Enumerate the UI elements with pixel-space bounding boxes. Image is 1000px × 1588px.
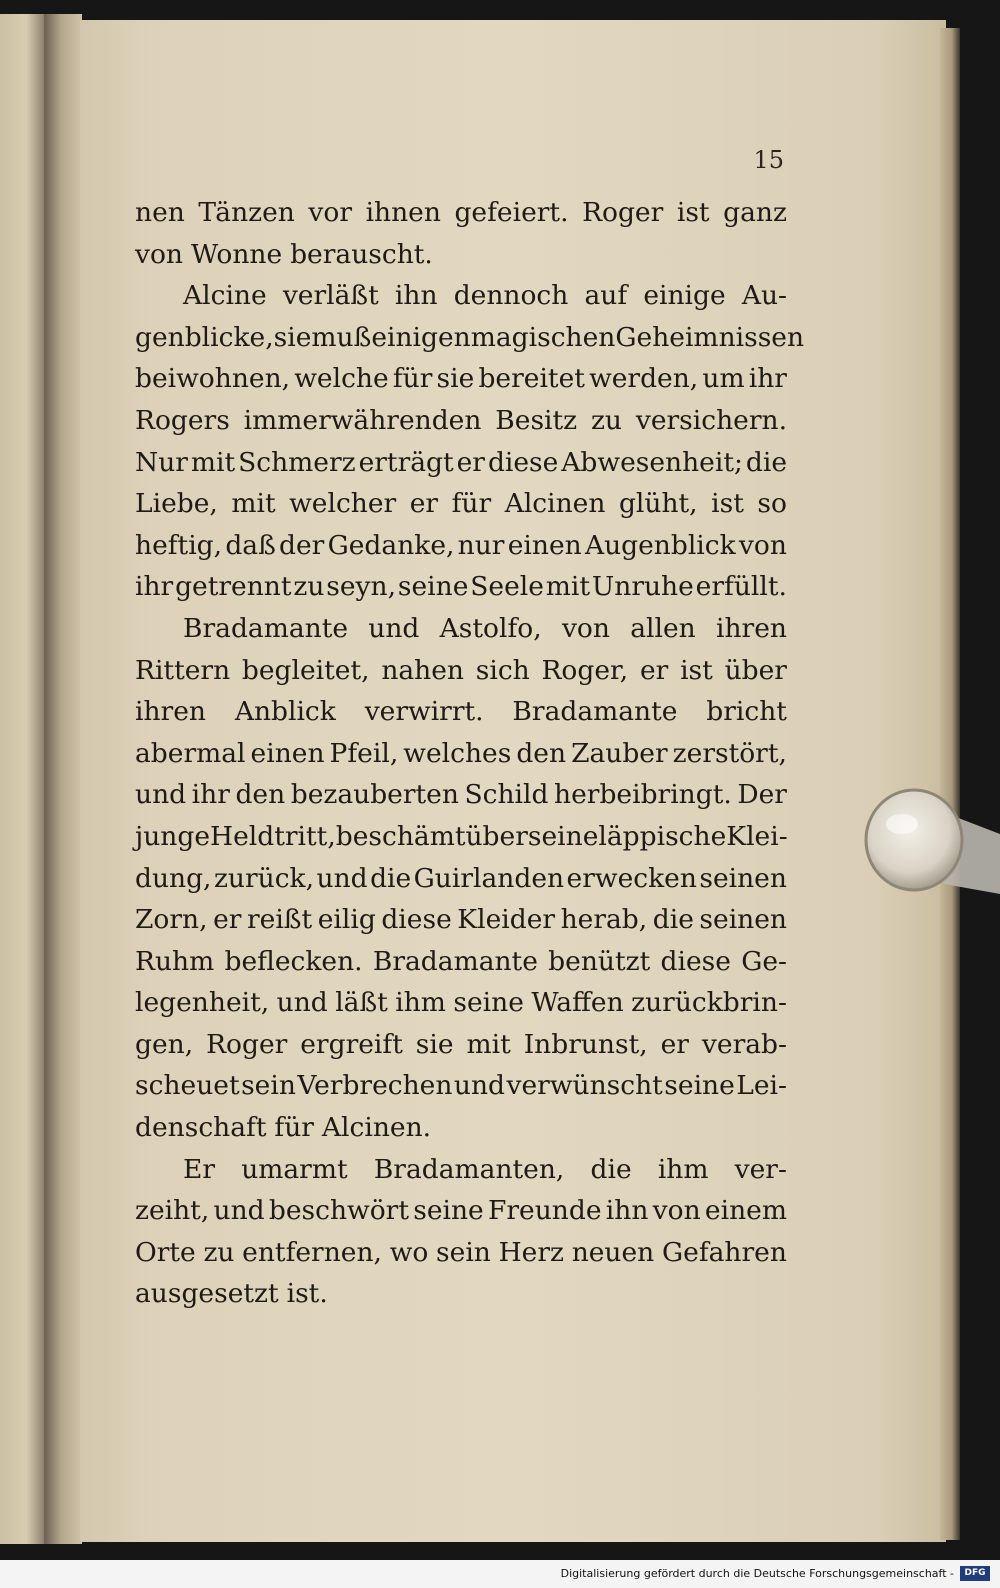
word: benützt	[548, 945, 651, 977]
word: Lei-	[736, 1070, 787, 1102]
footer-bar	[0, 1560, 1000, 1588]
word: herbeibringt.	[554, 779, 732, 811]
word: Bradamante	[372, 945, 538, 977]
word: muß	[311, 321, 372, 353]
word: Schmerz	[238, 446, 356, 478]
word: einen	[507, 529, 582, 561]
word: begleitet,	[241, 654, 370, 686]
word: Freunde	[488, 1195, 602, 1227]
word: ist.	[286, 1278, 328, 1310]
word: auf	[584, 280, 628, 312]
word: nahen	[381, 654, 464, 686]
text-line	[135, 941, 787, 983]
word: zurück,	[213, 862, 315, 894]
word: und	[453, 1070, 506, 1102]
word: seine	[527, 820, 599, 852]
text-line	[135, 899, 787, 941]
text-line	[135, 650, 787, 692]
word: ihnen	[365, 197, 441, 228]
word: Der	[737, 779, 787, 811]
word: ihr	[191, 779, 230, 811]
word: erwecken	[566, 862, 697, 894]
word: gefeiert.	[454, 197, 569, 228]
word: ist	[680, 654, 713, 686]
word: Unruhe	[591, 571, 694, 603]
word: für	[274, 1112, 314, 1144]
text-line	[135, 525, 787, 567]
word: ihm	[657, 1153, 709, 1185]
word: dung,	[135, 862, 212, 894]
word: Wonne	[190, 238, 283, 270]
word: einem	[704, 1195, 787, 1227]
page-number: 15	[753, 146, 784, 174]
text-line	[135, 566, 787, 608]
word: Er	[183, 1153, 216, 1185]
word: ihn	[605, 1195, 649, 1227]
word: ihn	[394, 280, 438, 312]
word: Zorn,	[135, 904, 208, 936]
text-line	[135, 483, 787, 525]
word: Orte	[135, 1236, 196, 1268]
word: Held	[210, 820, 275, 852]
book-gutter	[44, 14, 82, 1544]
word: Nur	[135, 446, 188, 478]
word: und	[213, 1195, 265, 1227]
text-line	[135, 733, 787, 775]
word: tritt,	[274, 820, 336, 852]
text-line	[135, 816, 787, 858]
word: ihren	[135, 696, 206, 728]
word: die	[370, 862, 412, 894]
word: Au-	[741, 280, 787, 312]
word: über	[465, 820, 528, 852]
left-page-edge	[0, 14, 44, 1544]
word: und	[316, 862, 368, 894]
text-line	[135, 358, 787, 400]
word: diese	[660, 945, 731, 977]
word: scheuet	[135, 1070, 240, 1102]
word: seyn,	[326, 571, 397, 603]
word: denschaft	[135, 1112, 267, 1144]
word: Seele	[470, 571, 544, 603]
footer-credit: Digitalisierung gefördert durch die Deutsche Forschungsgemeinschaft -	[560, 1567, 954, 1580]
word: Pfeil,	[329, 737, 399, 769]
word: Astolfo,	[439, 612, 542, 644]
word: Schild	[464, 779, 549, 811]
word: Besitz	[495, 404, 578, 436]
word: legenheit,	[135, 987, 270, 1019]
word: Zauber	[571, 737, 668, 769]
word: daß	[225, 529, 276, 561]
word: welches	[403, 737, 512, 769]
word: magischen	[470, 321, 616, 353]
word: sie	[415, 1028, 454, 1060]
word: mit	[190, 446, 236, 478]
word: ver-	[734, 1153, 787, 1185]
word: genblicke,	[135, 321, 274, 353]
word: Ruhm	[135, 945, 215, 977]
word: sie	[273, 321, 312, 353]
word: Anblick	[234, 696, 336, 728]
text-line	[135, 608, 787, 650]
word: für	[451, 488, 492, 520]
word: seine	[453, 987, 524, 1019]
word: die	[590, 1153, 632, 1185]
word: zu	[293, 571, 325, 603]
word: vor	[308, 197, 353, 228]
text-line	[135, 442, 787, 484]
word: Augenblick	[584, 529, 736, 561]
word: Tänzen	[198, 197, 295, 228]
word: Bradamante	[183, 612, 349, 644]
word: ihr	[135, 571, 174, 603]
body-text	[135, 192, 805, 1315]
word: Roger,	[541, 654, 629, 686]
word: zu	[590, 404, 622, 436]
word: seine	[413, 1195, 484, 1227]
word: beflecken.	[224, 945, 363, 977]
text-line	[135, 234, 787, 276]
word: von	[135, 238, 183, 270]
word: von	[652, 1195, 701, 1227]
word: mit	[545, 571, 591, 603]
word: ihm	[395, 987, 446, 1019]
text-line	[135, 400, 787, 442]
text-line	[135, 1065, 787, 1107]
word: junge	[135, 820, 210, 852]
text-line	[135, 192, 787, 234]
word: seine	[664, 1070, 735, 1102]
text-line	[135, 1232, 787, 1274]
word: berauscht.	[290, 238, 433, 270]
word: bereitet	[478, 363, 585, 395]
word: Verbrechen	[297, 1070, 453, 1102]
word: um	[702, 363, 745, 395]
word: verläßt	[282, 280, 379, 312]
word: umarmt	[241, 1153, 348, 1185]
word: immerwährenden	[243, 404, 482, 436]
word: einigen	[371, 321, 471, 353]
text-line	[135, 691, 787, 733]
word: Alcinen	[504, 488, 606, 520]
word: allen	[630, 612, 696, 644]
word: Rittern	[135, 654, 231, 686]
word: mit	[231, 488, 276, 520]
word: gen,	[135, 1028, 194, 1060]
word: werden,	[589, 363, 699, 395]
text-line	[135, 1024, 787, 1066]
word: von	[738, 529, 787, 561]
word: er	[660, 1028, 689, 1060]
word: verab-	[701, 1028, 787, 1060]
word: ganz	[723, 197, 787, 228]
word: nen	[135, 197, 185, 228]
word: neuen	[571, 1236, 655, 1268]
word: Roger	[582, 197, 664, 228]
text-line	[135, 1107, 787, 1149]
word: ihr	[748, 363, 787, 395]
word: und	[368, 612, 420, 644]
word: für	[392, 363, 433, 395]
word: dennoch	[453, 280, 569, 312]
word: er	[639, 654, 669, 686]
word: zeiht,	[135, 1195, 210, 1227]
word: diese	[487, 446, 559, 478]
word: Inbrunst,	[523, 1028, 648, 1060]
word: seinen	[699, 862, 787, 894]
word: läppische	[598, 820, 727, 852]
word: Geheimnissen	[615, 321, 805, 353]
word: nur	[457, 529, 505, 561]
word: ist	[676, 197, 710, 228]
word: den	[516, 737, 567, 769]
word: bezauberten	[290, 779, 459, 811]
word: diese	[381, 904, 452, 936]
word: zerstört,	[672, 737, 787, 769]
word: Klei-	[726, 820, 788, 852]
dfg-logo: DFG	[960, 1566, 990, 1581]
word: Kleider	[457, 904, 556, 936]
word: einige	[643, 280, 726, 312]
page-clamp-icon	[862, 782, 1000, 920]
word: Bradamanten,	[373, 1153, 565, 1185]
word: getrennt	[175, 571, 292, 603]
word: seinen	[699, 904, 787, 936]
word: beschwört	[268, 1195, 409, 1227]
word: der	[279, 529, 325, 561]
word: Bradamante	[512, 696, 678, 728]
word: ausgesetzt	[135, 1278, 279, 1310]
word: entfernen,	[242, 1236, 382, 1268]
word: die	[745, 446, 787, 478]
word: verwünscht	[506, 1070, 663, 1102]
word: versichern.	[635, 404, 787, 436]
word: und	[276, 987, 328, 1019]
word: bricht	[706, 696, 787, 728]
word: einen	[250, 737, 325, 769]
word: er	[409, 488, 439, 520]
word: erträgt	[358, 446, 454, 478]
word: beiwohnen,	[135, 363, 291, 395]
word: Ge-	[741, 945, 787, 977]
word: Gefahren	[661, 1236, 787, 1268]
word: sein	[436, 1236, 491, 1268]
word: läßt	[335, 987, 388, 1019]
word: er	[456, 446, 485, 478]
word: wo	[389, 1236, 429, 1268]
text-line	[135, 1273, 787, 1315]
word: von	[561, 612, 610, 644]
word: welcher	[289, 488, 397, 520]
word: herab,	[560, 904, 648, 936]
text-line	[135, 858, 787, 900]
word: verwirrt.	[364, 696, 484, 728]
text-line	[135, 1149, 787, 1191]
word: er	[213, 904, 242, 936]
word: Alcine	[183, 280, 267, 312]
word: zu	[203, 1236, 235, 1268]
word: sie	[436, 363, 475, 395]
text-line	[135, 317, 805, 359]
word: den	[235, 779, 286, 811]
text-line	[135, 774, 787, 816]
word: und	[135, 779, 187, 811]
word: erfüllt.	[695, 571, 787, 603]
word: die	[652, 904, 694, 936]
word: so	[757, 488, 787, 520]
word: heftig,	[135, 529, 223, 561]
text-line	[135, 1190, 787, 1232]
text-line	[135, 982, 787, 1024]
word: reißt	[246, 904, 313, 936]
word: sich	[475, 654, 530, 686]
word: über	[724, 654, 787, 686]
word: Roger	[206, 1028, 288, 1060]
word: glüht,	[618, 488, 698, 520]
word: welche	[294, 363, 389, 395]
word: Guirlanden	[413, 862, 565, 894]
word: Alcinen.	[321, 1112, 432, 1144]
word: eilig	[317, 904, 376, 936]
word: mit	[466, 1028, 511, 1060]
word: seine	[397, 571, 469, 603]
word: ergreift	[300, 1028, 403, 1060]
word: Gedanke,	[327, 529, 455, 561]
word: ist	[711, 488, 744, 520]
word: abermal	[135, 737, 246, 769]
word: sein	[241, 1070, 296, 1102]
word: Herz	[498, 1236, 564, 1268]
word: Abwesenheit;	[561, 446, 743, 478]
word: Liebe,	[135, 488, 218, 520]
word: zurückbrin-	[631, 987, 787, 1019]
word: Waffen	[531, 987, 624, 1019]
word: beschämt	[335, 820, 466, 852]
word: Rogers	[135, 404, 230, 436]
word: ihren	[715, 612, 787, 644]
text-line	[135, 275, 787, 317]
